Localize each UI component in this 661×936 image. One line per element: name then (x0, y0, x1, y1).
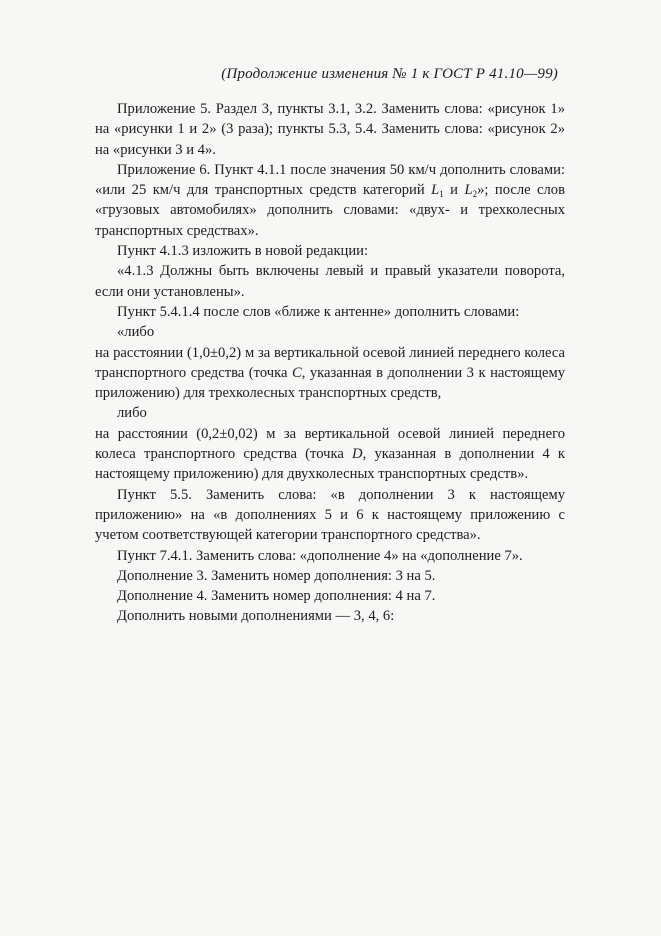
point-c-label: C (291, 364, 302, 381)
paragraph-point-c-text-start: на расстоянии (1,0±0,2) м за вертикальной осевой линией переднего колеса транспортного средства (точка (95, 344, 565, 381)
category-l1-subscript: 1 (439, 189, 444, 200)
paragraph-point-c-text-end: , указанная в дополнении 3 к настоящему приложению) для трехколесных транспортных средств, (95, 364, 566, 402)
paragraph-appendix-5: Приложение 5. Раздел 3, пункты 3.1, 3.2. Заменить слова: «рисунок 1» на «рисунки 1 и 2» (3 раза); пункты 5.3, 5.4. Заменить слова: «рисунок 2» на «рисунки 3 и 4». (95, 101, 565, 158)
paragraph-point-d-text-end: , указанная в дополнении 4 к настоящему приложению) для двухколесных транспортных средств». (95, 446, 565, 483)
category-l2-letter: L (464, 182, 473, 199)
paragraph-new-supplements: Дополнить новыми дополнениями — 3, 4, 6: (117, 608, 395, 625)
paragraph-supplement-4: Дополнение 4. Заменить номер дополнения: 4 на 7. (117, 588, 436, 605)
point-d-label: D (352, 446, 363, 463)
paragraph-either-2: либо (117, 405, 147, 422)
category-l1-letter: L (431, 182, 440, 199)
paragraph-item-4-1-3: Пункт 4.1.3 изложить в новой редакции: (117, 243, 369, 260)
document-body (95, 99, 565, 627)
page-header: (Продолжение изменения № 1 к ГОСТ Р 41.10—99) (221, 66, 558, 82)
paragraph-quote-4-1-3: «4.1.3 Должны быть включены левый и правый указатели поворота, если они установлены». (95, 263, 565, 300)
paragraph-appendix-6 (95, 160, 565, 241)
paragraph-item-5-4-1-4: Пункт 5.4.1.4 после слов «ближе к антенне» дополнить словами: (117, 303, 520, 320)
paragraph-supplement-3: Дополнение 3. Заменить номер дополнения: 3 на 5. (117, 567, 436, 584)
category-conjunction: и (443, 182, 465, 199)
paragraph-appendix-6-text-end: »; после слов «грузовых автомобилях» дополнить словами: «двух- и трехколесных транспортных средствах». (95, 182, 565, 239)
paragraph-appendix-6-text-start: Приложение 6. Пункт 4.1.1 после значения 50 км/ч дополнить словами: «или 25 км/ч для транспортных средств категорий (95, 161, 565, 199)
paragraph-point-d-text-start: на расстоянии (0,2±0,02) м за вертикальной осевой линией переднего колеса транспортного средства (точка (95, 425, 565, 463)
paragraph-item-5-5: Пункт 5.5. Заменить слова: «в дополнении 3 к настоящему приложению» на «в дополнениях 5 и 6 к настоящему приложению с учетом соответствующей категории транспортного средства». (95, 486, 565, 544)
paragraph-distance-point-c (95, 343, 565, 404)
paragraph-distance-point-d (95, 424, 565, 485)
paragraph-item-7-4-1: Пункт 7.4.1. Заменить слова: «дополнение 4» на «дополнение 7». (117, 547, 523, 564)
paragraph-either-1: «либо (117, 324, 155, 341)
category-l2-subscript: 2 (472, 189, 478, 200)
